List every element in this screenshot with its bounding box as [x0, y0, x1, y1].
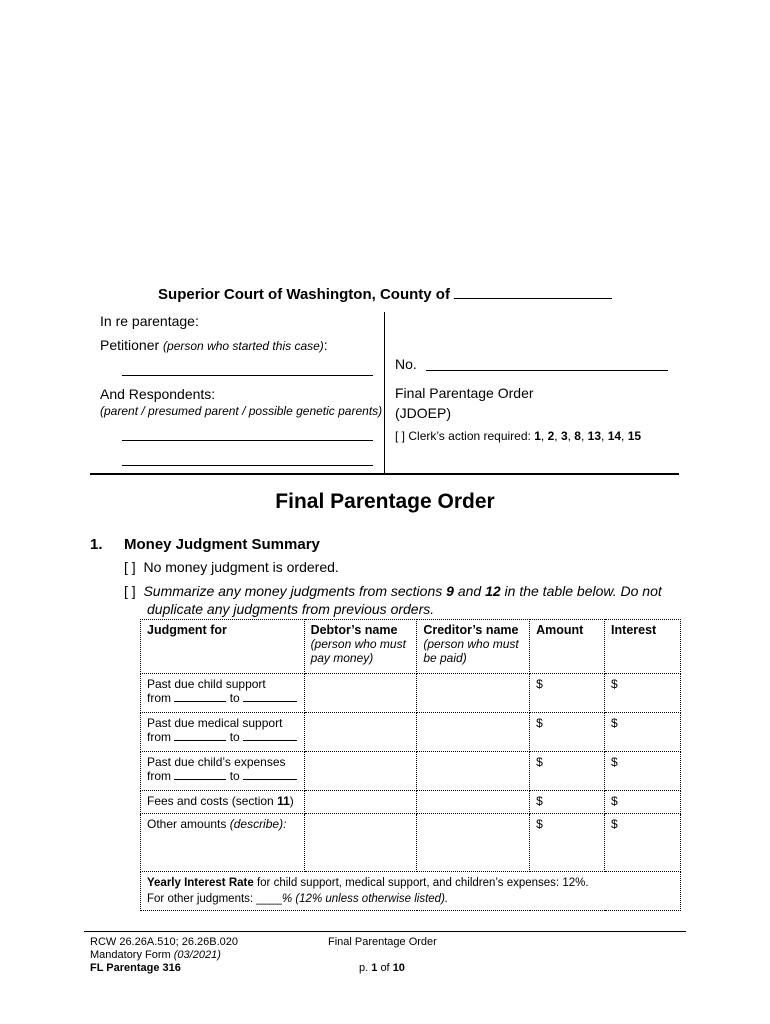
row-label-close: ): [289, 794, 294, 808]
amount-cell[interactable]: $: [530, 814, 605, 872]
header-creditor-note: be paid): [423, 651, 467, 665]
header-debtor: [304, 620, 417, 674]
clerk-section: 15: [627, 429, 642, 443]
row-label-cell: [141, 674, 305, 713]
row-label: Past due child support: [147, 677, 266, 691]
clerk-section: 2: [547, 429, 555, 443]
respondents-note: (parent / presumed parent / possible genetic parents): [100, 404, 383, 418]
creditor-cell[interactable]: [417, 752, 530, 791]
debtor-cell[interactable]: [304, 674, 417, 713]
interest-cell[interactable]: $: [605, 674, 681, 713]
creditor-cell[interactable]: [417, 814, 530, 872]
in-re-label: In re parentage:: [100, 313, 199, 329]
option-summarize: [124, 582, 684, 618]
from-date-blank[interactable]: [174, 769, 226, 780]
from-label: from: [147, 691, 171, 705]
court-name: Superior Court of Washington, County of: [158, 286, 450, 303]
section-ref: 12: [485, 583, 501, 599]
row-label: Fees and costs (section: [147, 794, 274, 808]
row-label-cell: [141, 752, 305, 791]
row-label: Past due child’s expenses: [147, 755, 286, 769]
section-ref: 11: [277, 794, 290, 808]
page-total: 10: [392, 962, 405, 974]
table-row: [141, 791, 681, 814]
from-label: from: [147, 769, 171, 783]
petitioner-name-line[interactable]: [122, 375, 373, 376]
other-judgments-label: For other judgments:: [147, 893, 254, 905]
option-no-judgment: [124, 559, 339, 575]
to-label: to: [229, 730, 240, 744]
caption-bottom-rule: [90, 473, 679, 475]
row-label-cell: [141, 713, 305, 752]
amount-cell[interactable]: $: [530, 713, 605, 752]
header-judgment-for: Judgment for: [141, 620, 305, 674]
caption-divider: [384, 312, 385, 473]
judgment-table: [140, 619, 681, 911]
footer-mandatory: [90, 949, 221, 961]
section-heading: Money Judgment Summary: [124, 536, 320, 553]
table-row: [141, 752, 681, 791]
header-debtor-label: Debtor’s name: [310, 623, 398, 637]
header-creditor-label: Creditor’s name: [423, 623, 519, 637]
section-number: 1.: [90, 536, 103, 553]
row-label: Past due medical support: [147, 716, 283, 730]
interest-cell[interactable]: $: [605, 713, 681, 752]
table-row: [141, 713, 681, 752]
interest-cell[interactable]: $: [605, 814, 681, 872]
option-checkbox[interactable]: [ ]: [124, 583, 136, 599]
doc-title-caption: Final Parentage Order: [395, 385, 534, 401]
clerk-checkbox[interactable]: [ ]: [395, 429, 406, 443]
footer-title: Final Parentage Order: [328, 936, 437, 948]
row-label-cell: [141, 791, 305, 814]
footer-rcw: RCW 26.26A.510; 26.26B.020: [90, 936, 238, 948]
debtor-cell[interactable]: [304, 814, 417, 872]
page-of: of: [380, 962, 390, 974]
debtor-cell[interactable]: [304, 713, 417, 752]
interest-rate-cell: [141, 872, 681, 911]
amount-cell[interactable]: $: [530, 791, 605, 814]
amount-cell[interactable]: $: [530, 752, 605, 791]
yearly-rate-text: for child support, medical support, and children’s expenses: 12%.: [256, 877, 589, 889]
mandatory-label: Mandatory Form: [90, 949, 171, 961]
court-heading: [0, 286, 770, 303]
interest-rate-row: [141, 872, 681, 911]
to-date-blank[interactable]: [243, 730, 297, 741]
table-row: [141, 674, 681, 713]
page-prefix: p.: [359, 962, 369, 974]
to-date-blank[interactable]: [243, 769, 297, 780]
clerk-text: Clerk’s action required:: [408, 429, 531, 443]
interest-cell[interactable]: $: [605, 791, 681, 814]
clerk-section: 3: [560, 429, 568, 443]
option-text: Summarize any money judgments from sections: [143, 583, 443, 599]
respondent-name-line-1[interactable]: [122, 440, 373, 441]
footer-rule: [84, 931, 686, 932]
yearly-rate-label: Yearly Interest Rate: [147, 877, 254, 889]
page-title: Final Parentage Order: [275, 490, 495, 513]
petitioner-line: [100, 337, 328, 353]
respondent-name-line-2[interactable]: [122, 465, 373, 466]
header-creditor: [417, 620, 530, 674]
table-header-row: [141, 620, 681, 674]
creditor-cell[interactable]: [417, 674, 530, 713]
row-label-cell: [141, 814, 305, 872]
clerk-section: 13: [587, 429, 602, 443]
petitioner-label: Petitioner: [100, 337, 160, 353]
clerk-section: 14: [607, 429, 622, 443]
creditor-cell[interactable]: [417, 791, 530, 814]
page-num: 1: [371, 962, 378, 974]
option-text: in the table below. Do not: [504, 583, 662, 599]
county-blank[interactable]: [454, 286, 612, 299]
from-date-blank[interactable]: [174, 730, 226, 741]
case-number-line[interactable]: [426, 370, 668, 371]
interest-cell[interactable]: $: [605, 752, 681, 791]
debtor-cell[interactable]: [304, 791, 417, 814]
header-amount: Amount: [530, 620, 605, 674]
option-text: duplicate any judgments from previous orders.: [147, 601, 435, 617]
to-label: to: [229, 691, 240, 705]
footer-form-id: FL Parentage 316: [90, 962, 181, 974]
header-creditor-note: (person who must: [423, 637, 519, 651]
case-number-label: No.: [395, 356, 417, 372]
option-text: and: [457, 583, 482, 599]
header-debtor-note: (person who must: [310, 637, 406, 651]
petitioner-note: (person who started this case): [163, 339, 324, 353]
to-date-blank[interactable]: [243, 691, 297, 702]
from-date-blank[interactable]: [174, 691, 226, 702]
clerk-section: 1: [534, 429, 541, 443]
petitioner-colon: :: [323, 337, 328, 353]
option-checkbox[interactable]: [ ]: [124, 559, 136, 575]
clerk-action-line: [ ] Clerk’s action required: 1, 2, 3, 8, 13, 14, 15: [395, 429, 642, 443]
table-row: [141, 814, 681, 872]
row-label: Other amounts: [147, 817, 227, 831]
debtor-cell[interactable]: [304, 752, 417, 791]
footer-page-number: [359, 962, 405, 974]
clerk-section: 8: [574, 429, 581, 443]
creditor-cell[interactable]: [417, 713, 530, 752]
other-rate-blank[interactable]: ____: [256, 893, 282, 905]
doc-code: (JDOEP): [395, 405, 451, 421]
amount-cell[interactable]: $: [530, 674, 605, 713]
mandatory-date: (03/2021): [173, 949, 221, 961]
option-text: No money judgment is ordered.: [143, 559, 339, 575]
header-debtor-note: pay money): [310, 651, 374, 665]
row-label-note: (describe):: [229, 817, 287, 831]
header-interest: Interest: [605, 620, 681, 674]
other-rate-text: % (12% unless otherwise listed).: [281, 893, 449, 905]
to-label: to: [229, 769, 240, 783]
respondents-label: And Respondents:: [100, 386, 216, 402]
from-label: from: [147, 730, 171, 744]
section-ref: 9: [446, 583, 454, 599]
